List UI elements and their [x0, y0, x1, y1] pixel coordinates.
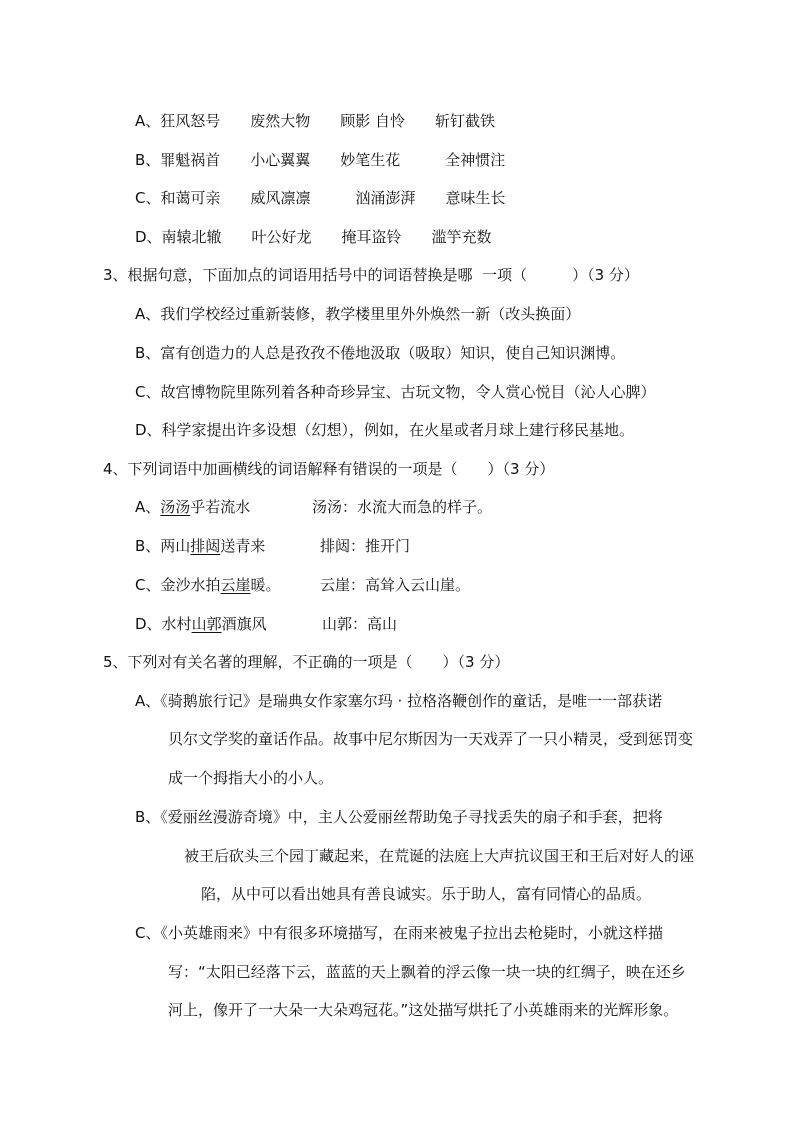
q5-option-c-line2: 写：“太阳已经落下云，蓝蓝的天上飘着的浮云像一块一块的红绸子，映在还乡: [168, 963, 686, 981]
q4-option-a: [135, 497, 250, 517]
q4-option-b: [135, 536, 265, 556]
q3-option-b: B、富有创造力的人总是孜孜不倦地汲取（吸取）知识，使自己知识渊博。: [135, 344, 626, 362]
q2-option-b: B、罪魁祸首 小心翼翼 妙笔生花 全神惯注: [135, 151, 506, 169]
q4-c-gloss: 云崖：高耸入云山崖。: [320, 576, 471, 594]
q5-option-a-line1: A、《骑鹅旅行记》是瑞典女作家塞尔玛 · 拉格洛鞭创作的童话，是唯一一部获诺: [135, 692, 663, 710]
q4-d-prefix: D、水村: [135, 615, 192, 633]
q3-option-d: D、科学家提出许多设想（幻想），例如，在火星或者月球上建行移民基地。: [135, 421, 635, 439]
q4-b-underlined-word: 排闼: [190, 537, 221, 555]
q4-option-d: [135, 614, 267, 634]
q4-d-underlined-word: 山郭: [191, 615, 222, 633]
q4-d-rest: 酒旗风: [221, 615, 267, 633]
q4-d-gloss: 山郭：高山: [322, 615, 398, 633]
q5-stem: 5、下列对有关名著的理解，不正确的一项是（ ）（3 分）: [103, 653, 510, 671]
q3-stem: 3、根据句意，下面加点的词语用括号中的词语替换是哪 一项（ ）（3 分）: [103, 266, 639, 284]
q5-option-c-line3: 河上，像开了一大朵一大朵鸡冠花。”这处描写烘托了小英雄雨来的光辉形象。: [168, 1001, 679, 1019]
q5-option-c-line1: C、《小英雄雨来》中有很多环境描写，在雨来被鬼子拉出去枪毙时，小就这样描: [135, 924, 663, 942]
q5-option-a-line2: 贝尔文学奖的童话作品。故事中尼尔斯因为一天戏弄了一只小精灵，受到惩罚变: [168, 730, 694, 748]
q4-b-prefix: B、两山: [135, 537, 191, 555]
q4-a-rest: 乎若流水: [190, 498, 251, 516]
q4-a-gloss: 汤汤：水流大而急的样子。: [312, 498, 493, 516]
q4-c-prefix: C、金沙水拍: [135, 576, 221, 594]
q3-option-c: C、故宫博物院里陈列着各种奇珍异宝、古玩文物，令人赏心悦目（沁人心脾）: [135, 383, 656, 401]
q5-option-b-line2: 被王后砍头三个园丁藏起来，在荒诞的法庭上大声抗议国王和王后对好人的诬: [184, 847, 695, 865]
q4-c-rest: 暖。: [250, 576, 281, 594]
q5-option-b-line3: 陷，从中可以看出她具有善良诚实。乐于助人，富有同情心的品质。: [201, 885, 652, 903]
q4-option-c: [135, 575, 281, 595]
q3-option-a: A、我们学校经过重新装修，教学楼里里外外焕然一新（改头换面）: [135, 305, 581, 323]
q4-stem: 4、下列词语中加画横线的词语解释有错误的一项是（ ）（3 分）: [103, 460, 555, 478]
q2-option-d: D、南辕北辙 叶公好龙 掩耳盗铃 滥竽充数: [135, 228, 492, 246]
q2-option-c: C、和蔼可亲 威风凛凛 汹涌澎湃 意味生长: [135, 189, 506, 207]
q4-a-underlined-word: 汤汤: [160, 498, 191, 516]
q4-b-rest: 送青来: [220, 537, 266, 555]
q4-c-underlined-word: 云崖: [220, 576, 251, 594]
q4-a-prefix: A、: [135, 498, 161, 516]
q5-option-a-line3: 成一个拇指大小的小人。: [168, 769, 334, 787]
q2-option-a: A、狂风怒号 废然大物 顾影 自怜 斩钉截铁: [135, 112, 496, 130]
q4-b-gloss: 排闼：推开门: [320, 537, 411, 555]
q5-option-b-line1: B、《爱丽丝漫游奇境》中，主人公爱丽丝帮助兔子寻找丢失的扇子和手套，把将: [135, 808, 663, 826]
